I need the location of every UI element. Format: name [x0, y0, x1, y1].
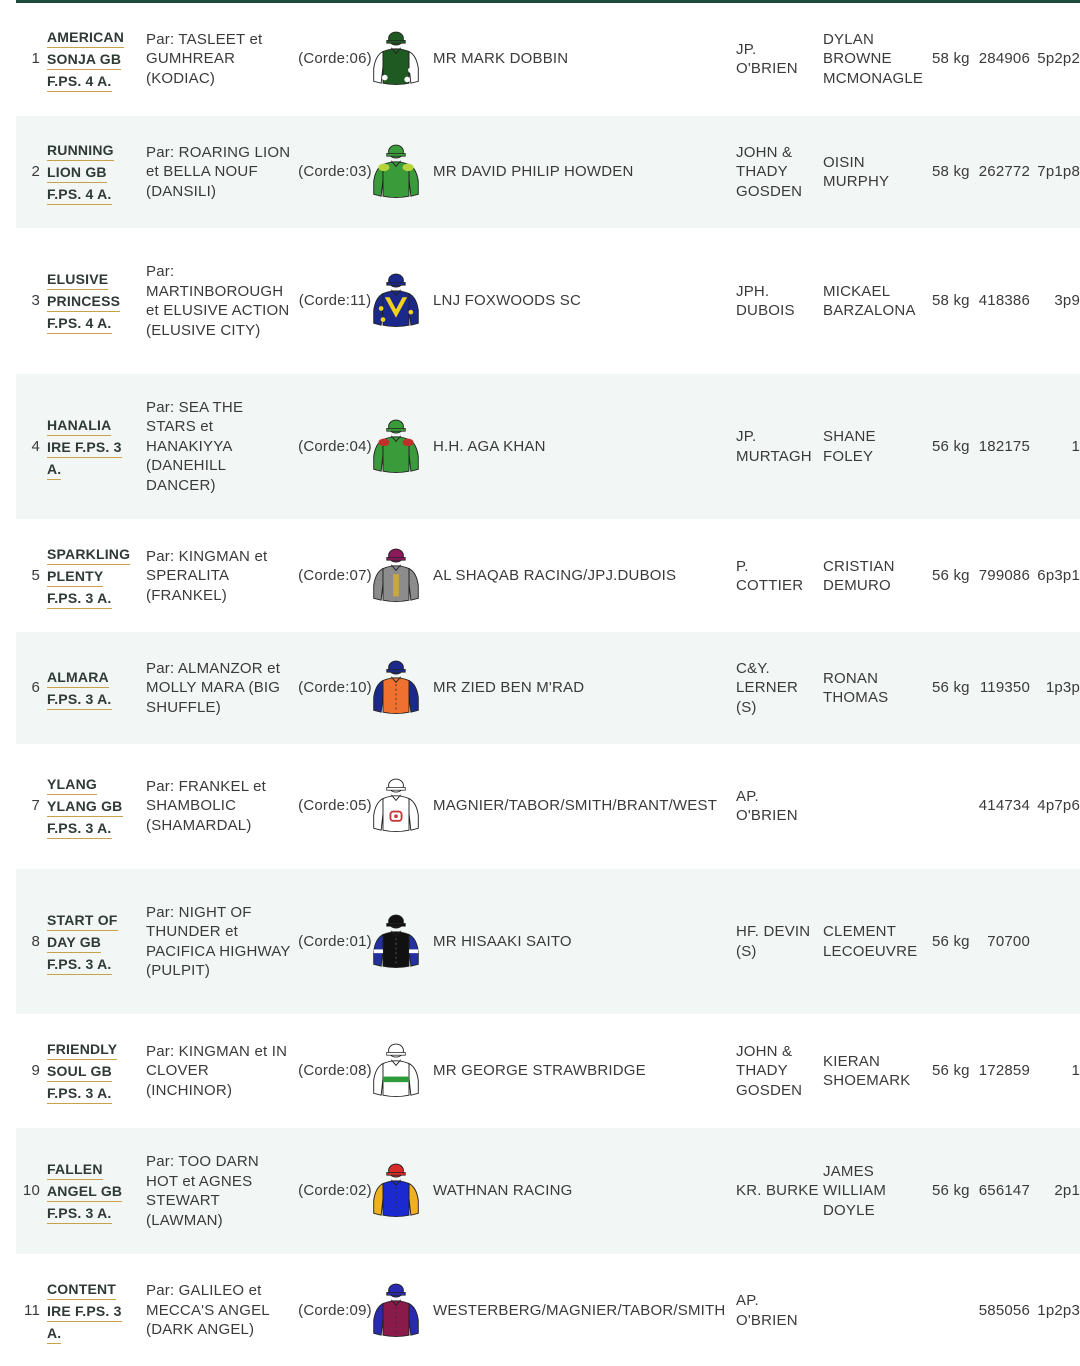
draw-position: (Corde:08) [298, 1062, 372, 1080]
weight: 56 kg [932, 679, 970, 697]
silk-grey-maroon-cap-icon [368, 520, 424, 632]
earnings: 284906 [978, 50, 1030, 68]
trainer: P. COTTIER [736, 557, 804, 594]
earnings: 182175 [978, 437, 1030, 455]
jockey: CRISTIAN DEMURO [823, 557, 895, 594]
draw-position: (Corde:03) [298, 163, 372, 181]
horse-name-link[interactable] [47, 520, 143, 632]
draw-position: (Corde:02) [298, 1182, 372, 1200]
earnings: 172859 [978, 1062, 1030, 1080]
weight: 58 kg [932, 50, 970, 68]
trainer: HF. DEVIN (S) [736, 923, 811, 960]
silk-white-green-belt-icon [368, 1015, 424, 1127]
table-row[interactable] [16, 3, 1080, 115]
silk-dark-green-white-stars-sleeves-icon [368, 3, 424, 115]
silk-blue-yellow-sleeves-red-cap-icon [368, 1128, 424, 1254]
draw-position: (Corde:05) [298, 797, 372, 815]
recent-form: 6p3p1 [1037, 567, 1080, 585]
jockey: KIERAN SHOEMARK [823, 1052, 911, 1089]
table-row[interactable] [16, 869, 1080, 1014]
table-row[interactable] [16, 116, 1080, 228]
owner: MR DAVID PHILIP HOWDEN [433, 163, 634, 181]
weight: 56 kg [932, 567, 970, 585]
table-row[interactable] [16, 1255, 1080, 1366]
runner-number: 11 [24, 1301, 40, 1319]
horse-name-link[interactable] [47, 3, 143, 115]
draw-position: (Corde:09) [298, 1301, 372, 1319]
table-row[interactable] [16, 1015, 1080, 1127]
weight [932, 1255, 980, 1366]
owner: MR HISAAKI SAITO [433, 932, 572, 950]
owner: WESTERBERG/MAGNIER/TABOR/SMITH [433, 1301, 726, 1319]
owner: AL SHAQAB RACING/JPJ.DUBOIS [433, 567, 677, 585]
horse-name-link[interactable] [47, 1128, 143, 1254]
owner: MR ZIED BEN M'RAD [433, 679, 585, 697]
table-row[interactable] [16, 374, 1080, 519]
silk-white-logo-icon [368, 744, 424, 868]
jockey [823, 744, 929, 868]
recent-form: 4p7p6 [1037, 797, 1080, 815]
runner-number: 3 [31, 292, 40, 310]
horse-name-link[interactable] [47, 229, 143, 373]
pedigree: Par: SEA THE STARS et HANAKIYYA (DANEHILL DANCER) [146, 398, 244, 494]
runner-number: 5 [31, 567, 40, 585]
jockey: DYLAN BROWNE MCMONAGLE [823, 30, 924, 87]
pedigree: Par: TOO DARN HOT et AGNES STEWART (LAWMAN) [146, 1153, 259, 1229]
trainer: JP. O'BRIEN [736, 40, 798, 77]
pedigree: Par: NIGHT OF THUNDER et PACIFICA HIGHWAY (PULPIT) [146, 903, 291, 979]
owner: H.H. AGA KHAN [433, 437, 546, 455]
weight [932, 744, 980, 868]
horse-name-link[interactable] [47, 869, 143, 1014]
horse-name[interactable]: YLANG YLANG GB F.PS. 3 A. [47, 773, 123, 839]
horse-name[interactable]: AMERICAN SONJA GB F.PS. 4 A. [47, 26, 124, 92]
table-row[interactable] [16, 744, 1080, 868]
earnings: 585056 [978, 1301, 1030, 1319]
trainer: KR. BURKE [736, 1182, 819, 1200]
earnings: 414734 [978, 797, 1030, 815]
recent-form: 1p2p3 [1037, 1301, 1080, 1319]
draw-position: (Corde:01) [298, 932, 372, 950]
horse-name-link[interactable] [47, 1015, 143, 1127]
table-row[interactable] [16, 520, 1080, 632]
silk-orange-navy-sleeves-icon [368, 632, 424, 744]
horse-name-link[interactable] [47, 632, 143, 744]
weight: 58 kg [932, 292, 970, 310]
runner-number: 6 [31, 679, 40, 697]
earnings: 656147 [978, 1182, 1030, 1200]
runner-number: 7 [31, 797, 40, 815]
runner-number: 10 [22, 1182, 40, 1200]
table-row[interactable] [16, 229, 1080, 373]
weight: 56 kg [932, 1182, 970, 1200]
table-row[interactable] [16, 1128, 1080, 1254]
runner-number: 8 [31, 932, 40, 950]
silk-maroon-blue-sleeves-icon [368, 1255, 424, 1366]
runner-number: 4 [31, 437, 40, 455]
runner-number: 1 [31, 50, 40, 68]
silk-navy-yellow-chevron-icon [368, 229, 424, 373]
jockey: RONAN THOMAS [823, 669, 889, 706]
jockey: MICKAEL BARZALONA [823, 282, 916, 319]
horse-name-link[interactable] [47, 1255, 143, 1366]
horse-name-link[interactable] [47, 116, 143, 228]
recent-form: 5p2p2 [1037, 50, 1080, 68]
trainer: JOHN & THADY GOSDEN [736, 143, 803, 200]
trainer: JP. MURTAGH [736, 428, 812, 465]
jockey: JAMES WILLIAM DOYLE [823, 1162, 887, 1219]
recent-form: 1 [1071, 437, 1080, 455]
pedigree: Par: KINGMAN et SPERALITA (FRANKEL) [146, 547, 268, 604]
pedigree: Par: ROARING LION et BELLA NOUF (DANSILI) [146, 143, 291, 200]
horse-name-link[interactable] [47, 744, 143, 868]
earnings: 418386 [978, 292, 1030, 310]
pedigree: Par: GALILEO et MECCA'S ANGEL (DARK ANGEL) [146, 1282, 270, 1339]
horse-name[interactable]: SPARKLING PLENTY F.PS. 3 A. [47, 543, 130, 609]
draw-position: (Corde:04) [298, 437, 372, 455]
earnings: 119350 [979, 679, 1030, 697]
earnings: 70700 [987, 932, 1030, 950]
draw-position: (Corde:06) [298, 50, 372, 68]
recent-form: 1p3p [1045, 679, 1080, 697]
draw-position: (Corde:10) [298, 679, 372, 697]
horse-name[interactable]: FRIENDLY SOUL GB F.PS. 3 A. [47, 1038, 117, 1104]
jockey: OISIN MURPHY [823, 153, 890, 190]
draw-position: (Corde:11) [298, 292, 372, 310]
owner: MR MARK DOBBIN [433, 50, 569, 68]
horse-name[interactable]: RUNNING LION GB F.PS. 4 A. [47, 139, 114, 205]
trainer: AP. O'BRIEN [736, 787, 798, 824]
runner-number: 9 [31, 1062, 40, 1080]
owner: MR GEORGE STRAWBRIDGE [433, 1062, 646, 1080]
weight: 56 kg [932, 932, 970, 950]
horse-name[interactable]: ELUSIVE PRINCESS F.PS. 4 A. [47, 268, 120, 334]
table-row[interactable] [16, 632, 1080, 744]
silk-green-lime-epaulets-icon [368, 116, 424, 228]
pedigree: Par: MARTINBOROUGH et ELUSIVE ACTION (ELUSIVE CITY) [146, 263, 290, 339]
horse-name[interactable]: ALMARA F.PS. 3 A. [47, 666, 112, 710]
horse-name[interactable]: HANALIA IRE F.PS. 3 A. [47, 414, 122, 480]
recent-form: 7p1p8 [1037, 163, 1080, 181]
owner: MAGNIER/TABOR/SMITH/BRANT/WEST [433, 797, 718, 815]
horse-name[interactable]: FALLEN ANGEL GB F.PS. 3 A. [47, 1158, 122, 1224]
earnings: 262772 [978, 163, 1030, 181]
recent-form: 3p9 [1054, 292, 1080, 310]
silk-green-red-epaulets-icon [368, 374, 424, 519]
weight: 58 kg [932, 163, 970, 181]
owner: LNJ FOXWOODS SC [433, 292, 582, 310]
pedigree: Par: ALMANZOR et MOLLY MARA (BIG SHUFFLE) [146, 659, 281, 716]
draw-position: (Corde:07) [298, 567, 372, 585]
jockey: SHANE FOLEY [823, 428, 876, 465]
trainer: JOHN & THADY GOSDEN [736, 1042, 803, 1099]
jockey: CLEMENT LECOEUVRE [823, 923, 918, 960]
trainer: AP. O'BRIEN [736, 1292, 798, 1329]
recent-form [1030, 869, 1080, 1014]
recent-form: 2p1 [1054, 1182, 1080, 1200]
silk-black-blue-hoops-icon [368, 869, 424, 1014]
weight: 56 kg [932, 437, 970, 455]
earnings: 799086 [978, 567, 1030, 585]
horse-name[interactable]: CONTENT IRE F.PS. 3 A. [47, 1278, 122, 1344]
pedigree: Par: TASLEET et GUMHREAR (KODIAC) [146, 30, 263, 87]
recent-form: 1 [1071, 1062, 1080, 1080]
trainer: C&Y. LERNER (S) [736, 659, 799, 716]
weight: 56 kg [932, 1062, 970, 1080]
owner: WATHNAN RACING [433, 1182, 573, 1200]
runner-number: 2 [31, 163, 40, 181]
pedigree: Par: FRANKEL et SHAMBOLIC (SHAMARDAL) [146, 777, 266, 834]
pedigree: Par: KINGMAN et IN CLOVER (INCHINOR) [146, 1042, 288, 1099]
trainer: JPH. DUBOIS [736, 282, 795, 319]
jockey [823, 1255, 929, 1366]
horse-name[interactable]: START OF DAY GB F.PS. 3 A. [47, 909, 118, 975]
horse-name-link[interactable] [47, 374, 143, 519]
